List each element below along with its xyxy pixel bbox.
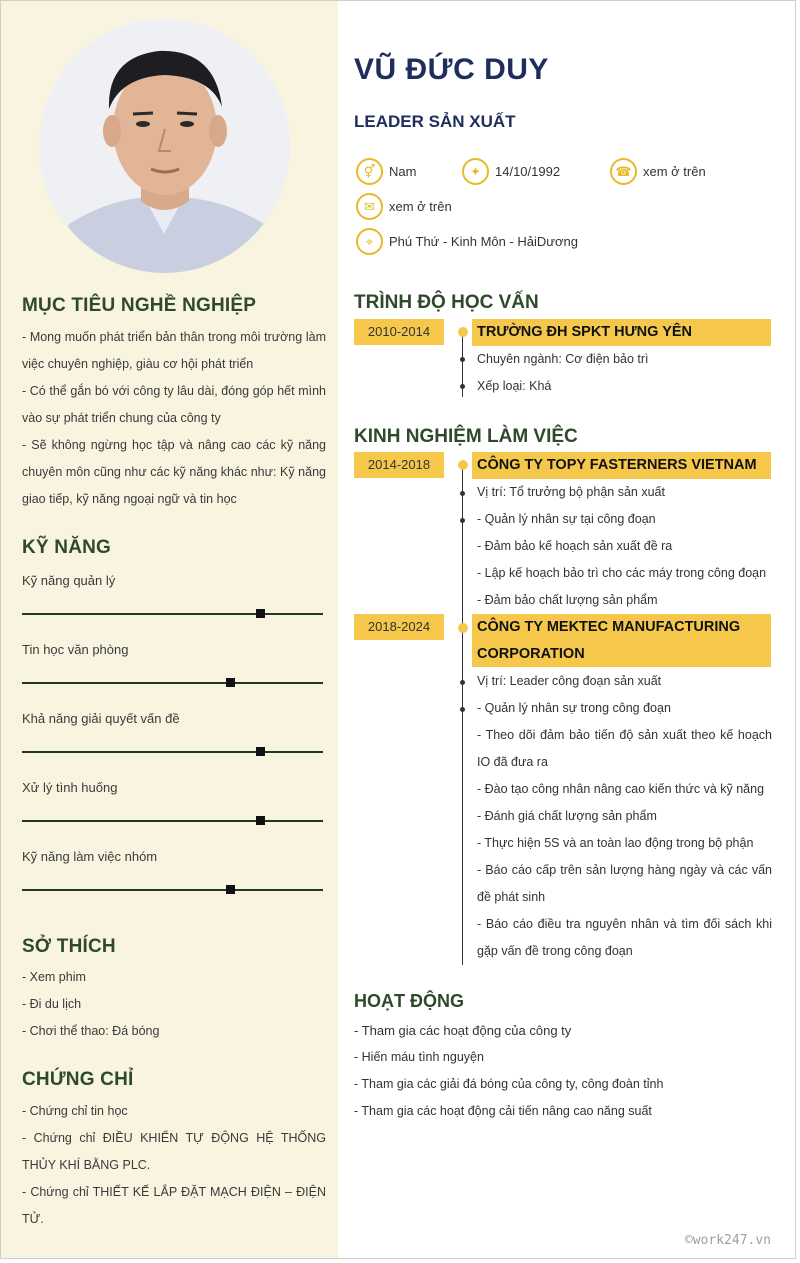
skill-label: Kỹ năng quản lý	[22, 573, 116, 588]
phone-icon: ☎	[610, 158, 637, 185]
hobby-item: - Chơi thể thao: Đá bóng	[22, 1024, 160, 1038]
activity-item: - Tham gia các giải đá bóng của công ty, công đoàn tỉnh	[354, 1077, 664, 1091]
timeline-marker	[458, 623, 468, 633]
skill-level-marker	[226, 678, 235, 687]
timeline-dot	[460, 518, 465, 523]
timeline-dot	[460, 680, 465, 685]
certificate-item: - Chứng chỉ THIẾT KẾ LẮP ĐẶT MẠCH ĐIỆN – ĐIỆN TỬ.	[22, 1185, 326, 1226]
skill-bar	[22, 613, 323, 615]
sidebar	[1, 1, 338, 1259]
hobbies-list	[22, 964, 326, 1045]
company-name: CÔNG TY MEKTEC MANUFACTURING CORPORATION	[472, 614, 771, 667]
phone-info	[610, 158, 706, 185]
experience-detail: - Đánh giá chất lượng sản phẩm	[477, 809, 657, 823]
gender-value: Nam	[389, 164, 417, 179]
avatar	[39, 19, 290, 273]
experience-detail: - Báo cáo cấp trên sản lượng hàng ngày và các vấn đề phát sinh	[477, 863, 772, 904]
skill-level-marker	[226, 885, 235, 894]
education-title: TRÌNH ĐỘ HỌC VẤN	[354, 292, 539, 313]
hobby-item: - Xem phim	[22, 970, 86, 984]
experience-year: 2014-2018	[354, 452, 444, 478]
education-detail: Chuyên ngành: Cơ điện bảo trì	[477, 352, 649, 366]
skill-bar	[22, 820, 323, 822]
gender-info	[356, 158, 416, 185]
experience-detail: - Lập kế hoạch bảo trì cho các máy trong công đoạn	[477, 566, 767, 580]
certificate-item: - Chứng chỉ tin học	[22, 1104, 128, 1118]
gender-icon: ⚥	[356, 158, 383, 185]
mail-icon: ✉	[356, 193, 383, 220]
experience-title: KINH NGHIỆM LÀM VIỆC	[354, 426, 578, 447]
certificates-title: CHỨNG CHỈ	[22, 1069, 134, 1090]
watermark: ©work247.vn	[684, 1233, 771, 1248]
hobby-item: - Đi du lịch	[22, 997, 82, 1011]
skill-label: Kỹ năng làm việc nhóm	[22, 849, 158, 864]
address-info	[356, 228, 578, 255]
cake-icon: ✦	[462, 158, 489, 185]
objective-list	[22, 324, 326, 513]
objective-title: MỤC TIÊU NGHỀ NGHIỆP	[22, 295, 257, 316]
job-title: LEADER SẢN XUẤT	[354, 112, 516, 131]
skill-bar	[22, 682, 323, 684]
experience-detail: - Đảm bảo chất lượng sản phẩm	[477, 593, 658, 607]
skills-title: KỸ NĂNG	[22, 537, 112, 558]
skill-bar	[22, 751, 323, 753]
objective-item: - Có thể gắn bó với công ty lâu dài, đóng góp hết mình vào sự phát triển chung của công ty	[22, 384, 326, 425]
timeline-marker	[458, 327, 468, 337]
skill-label: Khả năng giải quyết vấn đề	[22, 711, 180, 726]
skill-label: Xử lý tình huống	[22, 780, 118, 795]
experience-detail: - Thực hiện 5S và an toàn lao động trong bộ phận	[477, 836, 754, 850]
certificate-item: - Chứng chỉ ĐIỀU KHIỂN TỰ ĐỘNG HỆ THỐNG THỦY KHÍ BẰNG PLC.	[22, 1131, 326, 1172]
activities-title: HOẠT ĐỘNG	[354, 991, 464, 1011]
hobbies-title: SỞ THÍCH	[22, 936, 116, 957]
activity-item: - Tham gia các hoạt động cải tiến nâng cao năng suất	[354, 1104, 652, 1118]
experience-detail: - Quản lý nhân sự tại công đoạn	[477, 512, 656, 526]
school-name: TRƯỜNG ĐH SPKT HƯNG YÊN	[472, 319, 771, 346]
activity-item: - Hiến máu tình nguyện	[354, 1050, 484, 1064]
timeline-line	[462, 463, 463, 965]
experience-detail: - Theo dõi đảm bảo tiến độ sản xuất theo kế hoạch IO đã đưa ra	[477, 728, 772, 769]
education-detail: Xếp loại: Khá	[477, 379, 552, 393]
phone-value: xem ở trên	[643, 164, 706, 179]
skill-level-marker	[256, 747, 265, 756]
email-value: xem ở trên	[389, 199, 452, 214]
experience-year: 2018-2024	[354, 614, 444, 640]
timeline-dot	[460, 357, 465, 362]
timeline-dot	[460, 384, 465, 389]
skill-label: Tin học văn phòng	[22, 642, 129, 657]
objective-item: - Sẽ không ngừng học tập và nâng cao các kỹ năng chuyên môn cũng như các kỹ năng khác như: Kỹ năng giao tiếp, kỹ năng ngoại ngữ và tin học	[22, 438, 326, 506]
candidate-name: VŨ ĐỨC DUY	[354, 53, 549, 86]
objective-item: - Mong muốn phát triển bản thân trong môi trường làm việc chuyên nghiệp, giàu cơ hội phát triển	[22, 330, 326, 371]
email-info	[356, 193, 452, 220]
certificates-list	[22, 1098, 326, 1233]
timeline-dot	[460, 491, 465, 496]
skill-bar	[22, 889, 323, 891]
experience-detail: - Quản lý nhân sự trong công đoạn	[477, 701, 671, 715]
birthday-info	[462, 158, 560, 185]
timeline-marker	[458, 460, 468, 470]
experience-detail: - Đào tạo công nhân nâng cao kiến thức và kỹ năng	[477, 782, 765, 796]
activity-item: - Tham gia các hoạt động của công ty	[354, 1023, 572, 1038]
experience-detail: Vị trí: Leader công đoạn sản xuất	[477, 674, 662, 688]
experience-detail: Vị trí: Tổ trưởng bộ phận sản xuất	[477, 485, 665, 499]
birthday-value: 14/10/1992	[495, 164, 561, 179]
company-name: CÔNG TY TOPY FASTERNERS VIETNAM	[472, 452, 771, 479]
address-value: Phú Thứ - Kinh Môn - HảiDương	[389, 234, 578, 249]
map-icon: ⌖	[356, 228, 383, 255]
skill-level-marker	[256, 816, 265, 825]
education-year: 2010-2014	[354, 319, 444, 345]
experience-detail: - Báo cáo điều tra nguyên nhân và tìm đối sách khi gặp vấn đề trong công đoạn	[477, 917, 772, 958]
experience-detail: - Đảm bảo kế hoạch sản xuất đề ra	[477, 539, 673, 553]
skill-level-marker	[256, 609, 265, 618]
timeline-dot	[460, 707, 465, 712]
